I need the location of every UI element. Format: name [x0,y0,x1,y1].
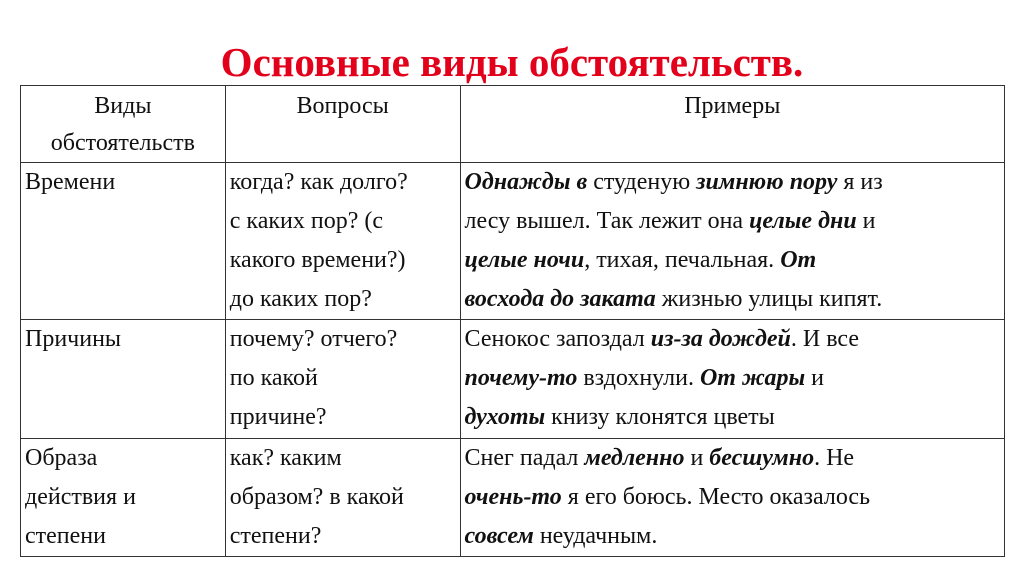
highlighted-adverbial: бесшумно [709,445,815,471]
example-text: и [684,445,710,471]
question-text: как? каким [229,445,342,471]
example-text: и [856,208,876,234]
question-text: какого времени?) [229,247,406,273]
highlighted-adverbial: духоты [464,404,546,430]
header-text: обстоятельств [50,130,195,156]
question-text: когда? как долго? [229,169,408,195]
highlighted-adverbial: целые ночи [464,247,585,273]
header-text: Вопросы [296,93,389,119]
table-row [21,163,1005,320]
question-text: с каких пор? (с [229,208,383,234]
questions-cell [225,439,460,557]
example-line [465,517,1000,556]
example-text: лесу вышел. Так лежит она [464,208,750,234]
question-text: образом? в какой [229,484,404,510]
header-questions [225,86,460,163]
example-line [465,280,1000,319]
table-row [21,320,1005,439]
header-examples [460,86,1004,163]
example-line [465,398,1000,437]
example-line [465,359,1000,398]
type-text: Времени [25,169,116,195]
example-line [465,320,1000,359]
highlighted-adverbial: очень-то [464,484,562,510]
question-text: почему? отчего? [229,326,398,352]
example-text: вздохнули. [577,365,700,391]
example-line [465,163,1000,202]
examples-cell [460,320,1004,439]
example-text: Сенокос запоздал [464,326,651,352]
highlighted-adverbial: совсем [464,523,534,549]
example-line [465,241,1000,280]
examples-cell [460,163,1004,320]
highlighted-adverbial: От [780,247,817,273]
header-text: Виды [94,93,152,119]
header-text: Примеры [684,93,781,119]
example-text: . Не [814,445,855,471]
slide-title: Основные виды обстоятельств. [220,39,804,85]
type-text: действия и [25,484,136,510]
examples-cell [460,439,1004,557]
highlighted-adverbial: восхода до заката [464,286,656,312]
highlighted-adverbial: От жары [699,365,806,391]
type-cell [21,163,226,320]
example-text: Снег падал [464,445,585,471]
highlighted-adverbial: из-за дождей [650,326,791,352]
example-text: неудачным. [533,523,658,549]
example-line [465,439,1000,478]
table-header-row [21,86,1005,163]
type-text: Образа [25,445,98,471]
example-line [465,202,1000,241]
example-text: я его боюсь. Место оказалось [561,484,871,510]
type-text: Причины [25,326,122,352]
questions-cell [225,163,460,320]
example-text: . И все [790,326,860,352]
example-text: жизнью улицы кипят. [655,286,883,312]
question-text: степени? [229,523,322,549]
question-text: до каких пор? [229,286,372,312]
type-text: степени [25,523,106,549]
highlighted-adverbial: медленно [584,445,685,471]
highlighted-adverbial: почему-то [464,365,578,391]
example-text: и [805,365,824,391]
highlighted-adverbial: зимнюю пору [696,169,838,195]
question-text: причине? [229,404,327,430]
questions-cell [225,320,460,439]
type-cell [21,439,226,557]
question-text: по какой [229,365,318,391]
example-text: я из [837,169,883,195]
table-row [21,439,1005,557]
highlighted-adverbial: целые дни [749,208,857,234]
example-line [465,478,1000,517]
header-types [21,86,226,163]
example-text: , тихая, печальная. [584,247,781,273]
highlighted-adverbial: Однажды в [464,169,588,195]
example-text: книзу клонятся цветы [545,404,775,430]
adverbials-table [20,85,1005,557]
type-cell [21,320,226,439]
example-text: студеную [587,169,697,195]
